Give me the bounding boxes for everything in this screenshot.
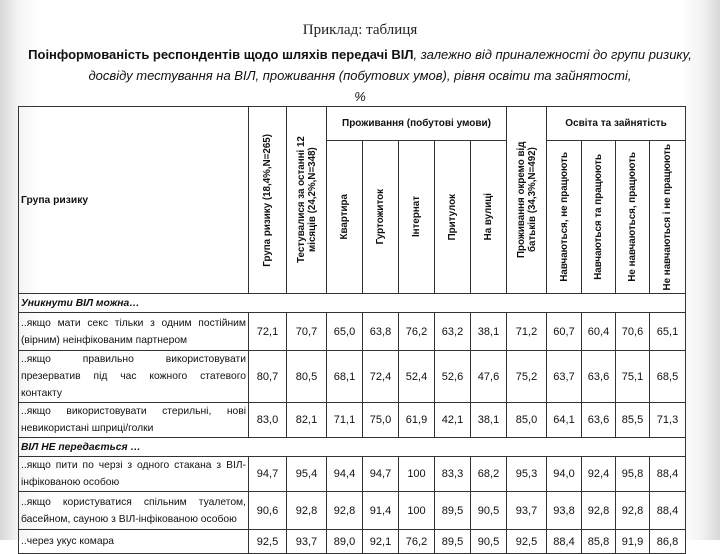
value-cell: 70,6: [616, 313, 650, 351]
row-label: ..якщо пити по черзі з одного стакана з ВІЛ-інфікованою особою: [19, 457, 249, 492]
value-cell: 92,5: [507, 530, 547, 554]
value-cell: 88,4: [650, 492, 686, 530]
value-cell: 75,1: [616, 351, 650, 403]
value-cell: 68,5: [650, 351, 686, 403]
value-cell: 95,3: [507, 457, 547, 492]
value-cell: 100: [399, 492, 435, 530]
row-label: ..якщо мати секс тільки з одним постійним (вірним) неінфікованим партнером: [19, 313, 249, 351]
value-cell: 52,6: [435, 351, 471, 403]
value-cell: 86,8: [650, 530, 686, 554]
value-cell: 63,2: [435, 313, 471, 351]
table-row: [19, 492, 686, 530]
col-header-boarding-school: Інтернат: [399, 141, 435, 294]
value-cell: 70,7: [287, 313, 327, 351]
value-cell: 68,1: [327, 351, 363, 403]
col-header-street: На вулиці: [471, 141, 507, 294]
table-row: [19, 457, 686, 492]
value-cell: 63,8: [363, 313, 399, 351]
value-cell: 93,8: [547, 492, 582, 530]
value-cell: 95,4: [287, 457, 327, 492]
group-label-cell: [19, 107, 249, 294]
value-cell: 92,8: [287, 492, 327, 530]
value-cell: 68,2: [471, 457, 507, 492]
value-cell: 92,1: [363, 530, 399, 554]
value-cell: 71,2: [507, 313, 547, 351]
col-header-parents: Проживання окремо від батьків (34,3%,N=492): [507, 107, 547, 294]
col-header-neither: Не навчаються і не працюють: [650, 141, 686, 294]
col-header-study-not-work: Навчаються, не працюють: [547, 141, 582, 294]
value-cell: 75,0: [363, 403, 399, 438]
value-cell: 89,5: [435, 530, 471, 554]
value-cell: 63,6: [582, 351, 616, 403]
value-cell: 100: [399, 457, 435, 492]
value-cell: 47,6: [471, 351, 507, 403]
value-cell: 94,7: [363, 457, 399, 492]
value-cell: 89,5: [435, 492, 471, 530]
section-hiv-not-transmitted: ВІЛ НЕ передається …: [19, 438, 686, 457]
value-cell: 90,6: [249, 492, 287, 530]
value-cell: 93,7: [507, 492, 547, 530]
table-row: [19, 313, 686, 351]
value-cell: 83,0: [249, 403, 287, 438]
col-header-risk: Група ризику (18,4%,N=265): [249, 107, 287, 294]
value-cell: 91,9: [616, 530, 650, 554]
value-cell: 60,7: [547, 313, 582, 351]
slide-title: Приклад: таблиця: [302, 22, 418, 38]
value-cell: 76,2: [399, 313, 435, 351]
value-cell: 71,3: [650, 403, 686, 438]
value-cell: 65,0: [327, 313, 363, 351]
value-cell: 52,4: [399, 351, 435, 403]
table-row: [19, 403, 686, 438]
value-cell: 94,7: [249, 457, 287, 492]
data-table: [18, 106, 686, 554]
value-cell: 71,1: [327, 403, 363, 438]
living-header: Проживання (побутові умови): [327, 107, 507, 141]
section-avoid-hiv-row: [19, 294, 686, 313]
value-cell: 92,5: [249, 530, 287, 554]
value-cell: 63,7: [547, 351, 582, 403]
value-cell: 38,1: [471, 403, 507, 438]
section-avoid-hiv: Уникнути ВІЛ можна…: [19, 294, 686, 313]
table-heading: [18, 44, 702, 107]
value-cell: 75,2: [507, 351, 547, 403]
value-cell: 93,7: [287, 530, 327, 554]
value-cell: 94,4: [327, 457, 363, 492]
value-cell: 42,1: [435, 403, 471, 438]
value-cell: 38,1: [471, 313, 507, 351]
education-header: Освіта та зайнятість: [547, 107, 686, 141]
heading-italic-part: , залежно від приналежності до групи ризику, досвіду тестування на ВІЛ, проживання (побутових умов), рівня освіти та зайнятості,: [88, 47, 692, 83]
col-header-dormitory: Гуртожиток: [363, 141, 399, 294]
value-cell: 65,1: [650, 313, 686, 351]
value-cell: 92,4: [582, 457, 616, 492]
heading-bold-part: Поінформованість респондентів щодо шляхів передачі ВІЛ: [28, 47, 414, 62]
value-cell: 85,5: [616, 403, 650, 438]
col-header-work-not-study: Не навчаються, працюють: [616, 141, 650, 294]
value-cell: 92,8: [327, 492, 363, 530]
value-cell: 89,0: [327, 530, 363, 554]
value-cell: 85,8: [582, 530, 616, 554]
row-label: ..якщо використовувати стерильні, нові невикористані шприці/голки: [19, 403, 249, 438]
value-cell: 88,4: [547, 530, 582, 554]
value-cell: 95,8: [616, 457, 650, 492]
value-cell: 88,4: [650, 457, 686, 492]
table-row: [19, 351, 686, 403]
row-label: ..якщо правильно використовувати презерватив під час кожного статевого контакту: [19, 351, 249, 403]
value-cell: 92,8: [616, 492, 650, 530]
value-cell: 90,5: [471, 530, 507, 554]
value-cell: 94,0: [547, 457, 582, 492]
value-cell: 80,5: [287, 351, 327, 403]
row-label: ..якщо користуватися спільним туалетом, басейном, сауною з ВІЛ-інфікованою особою: [19, 492, 249, 530]
col-header-shelter: Притулок: [435, 141, 471, 294]
value-cell: 76,2: [399, 530, 435, 554]
value-cell: 63,6: [582, 403, 616, 438]
value-cell: 72,1: [249, 313, 287, 351]
col-header-apartment: Квартира: [327, 141, 363, 294]
col-header-study-and-work: Навчаються та працюють: [582, 141, 616, 294]
row-label: ..через укус комара: [19, 530, 249, 554]
value-cell: 60,4: [582, 313, 616, 351]
section-hiv-not-transmitted-row: [19, 438, 686, 457]
table-row: [19, 530, 686, 554]
heading-unit: %: [354, 89, 366, 104]
value-cell: 72,4: [363, 351, 399, 403]
value-cell: 91,4: [363, 492, 399, 530]
value-cell: 90,5: [471, 492, 507, 530]
value-cell: 85,0: [507, 403, 547, 438]
value-cell: 82,1: [287, 403, 327, 438]
value-cell: 64,1: [547, 403, 582, 438]
col-header-tested: Тестувалися за останні 12 місяців (24,2%,N=348): [287, 107, 327, 294]
value-cell: 61,9: [399, 403, 435, 438]
value-cell: 92,8: [582, 492, 616, 530]
value-cell: 80,7: [249, 351, 287, 403]
value-cell: 83,3: [435, 457, 471, 492]
group-label: Група ризику: [21, 194, 89, 206]
